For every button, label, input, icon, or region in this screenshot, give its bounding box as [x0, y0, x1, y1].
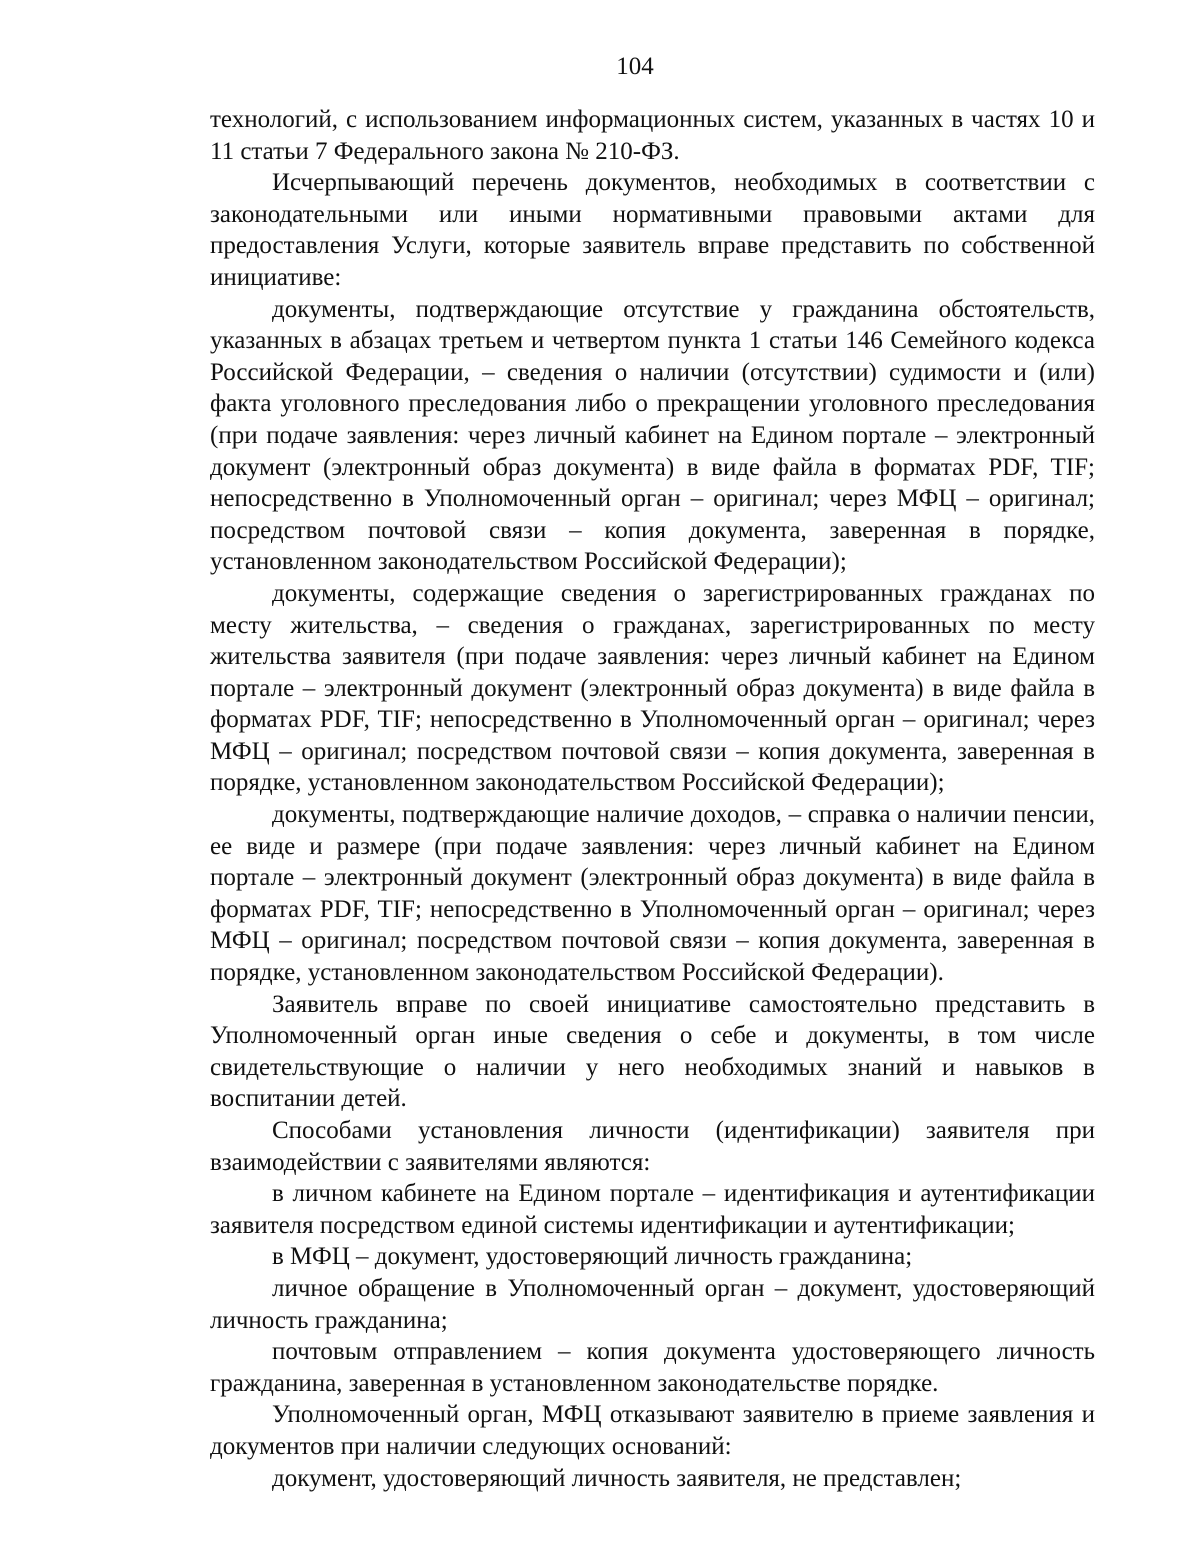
- paragraph: личное обращение в Уполномоченный орган – документ, удостоверяющий личность гражданина;: [210, 1274, 1095, 1334]
- paragraph: документы, содержащие сведения о зарегистрированных гражданах по месту жительства, – сведения о гражданах, зарегистрированных по месту жительства заявителя (при подаче заявления: через личный кабинет на Едином портале – электронный документ (электронный образ документа) в виде файла в форматах PDF, TIF; непосредственно в Уполномоченный орган – оригинал; через МФЦ – оригинал; посредством почтовой связи – копия документа, заверенная в порядке, установленном законодательством Российской Федерации);: [210, 579, 1095, 797]
- paragraph: технологий, с использованием информационных систем, указанных в частях 10 и 11 статьи 7 Федерального закона № 210-ФЗ.: [210, 106, 1095, 165]
- paragraph: в личном кабинете на Едином портале – идентификация и аутентификации заявителя посредством единой системы идентификации и аутентификации;: [210, 1180, 1095, 1239]
- paragraph: Способами установления личности (идентификации) заявителя при взаимодействии с заявителями являются:: [210, 1117, 1095, 1176]
- page-number: 104: [616, 53, 654, 80]
- paragraph: Уполномоченный орган, МФЦ отказывают заявителю в приеме заявления и документов при наличии следующих оснований:: [210, 1401, 1095, 1460]
- paragraph: документы, подтверждающие отсутствие у гражданина обстоятельств, указанных в абзацах третьем и четвертом пункта 1 статьи 146 Семейного кодекса Российской Федерации, – сведения о наличии (отсутствии) судимости и (или) факта уголовного преследования либо о прекращении уголовного преследования (при подаче заявления: через личный кабинет на Едином портале – электронный документ (электронный образ документа) в виде файла в форматах PDF, TIF; непосредственно в Уполномоченный орган – оригинал; через МФЦ – оригинал; посредством почтовой связи – копия документа, заверенная в порядке, установленном законодательством Российской Федерации);: [210, 295, 1095, 576]
- paragraph: почтовым отправлением – копия документа удостоверяющего личность гражданина, заверенная в установленном законодательстве порядке.: [210, 1338, 1095, 1397]
- document-body: [210, 104, 1095, 1494]
- paragraph: Исчерпывающий перечень документов, необходимых в соответствии с законодательными или иными нормативными правовыми актами для предоставления Услуги, которые заявитель вправе представить по собственной инициативе:: [210, 169, 1095, 291]
- paragraph: в МФЦ – документ, удостоверяющий личность гражданина;: [272, 1243, 913, 1271]
- paragraph: документ, удостоверяющий личность заявителя, не представлен;: [272, 1464, 962, 1492]
- paragraph: документы, подтверждающие наличие доходов, – справка о наличии пенсии, ее виде и размере (при подаче заявления: через личный кабинет на Едином портале – электронный документ (электронный образ документа) в виде файла в форматах PDF, TIF; непосредственно в Уполномоченный орган – оригинал; через МФЦ – оригинал; посредством почтовой связи – копия документа, заверенная в порядке, установленном законодательством Российской Федерации).: [210, 801, 1095, 987]
- paragraph: Заявитель вправе по своей инициативе самостоятельно представить в Уполномоченный орган иные сведения о себе и документы, в том числе свидетельствующие о наличии у него необходимых знаний и навыков в воспитании детей.: [210, 990, 1095, 1113]
